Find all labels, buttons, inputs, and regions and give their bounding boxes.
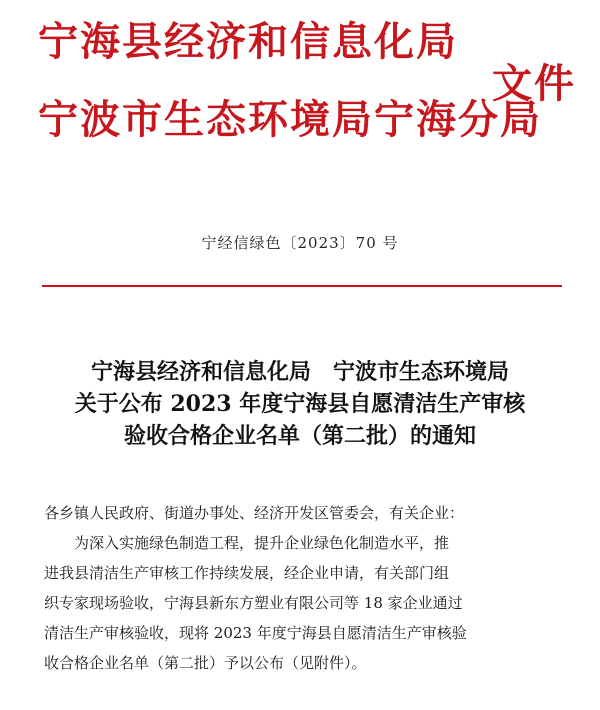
title-line: 关于公布 2023 年度宁海县自愿清洁生产审核 [74, 391, 526, 417]
paragraph-line: 为深入实施绿色制造工程，提升企业绿色化制造水平，推 [74, 534, 450, 552]
document-title [0, 356, 600, 452]
title-line: 验收合格企业名单（第二批）的通知 [123, 423, 476, 449]
title-line: 宁海县经济和信息化局 宁波市生态环境局 [90, 359, 509, 385]
salutation: 各乡镇人民政府、街道办事处、经济开发区管委会，有关企业： [44, 504, 465, 522]
document-body [44, 498, 568, 678]
paragraph-line: 织专家现场验收，宁海县新东方塑业有限公司等 18 家企业通过 [44, 594, 463, 612]
document-number: 宁经信绿色〔2023〕70 号 [201, 234, 399, 252]
paragraph-line: 进我县清洁生产审核工作持续发展，经企业申请，有关部门组 [44, 564, 450, 582]
paragraph-line: 收合格企业名单（第二批）予以公布（见附件）。 [44, 654, 367, 672]
red-divider [42, 285, 562, 287]
issuing-agency-1: 宁海县经济和信息化局 [38, 19, 458, 65]
document-label: 文件 [492, 61, 576, 107]
red-header [0, 0, 600, 170]
paragraph-line: 清洁生产审核验收，现将 2023 年度宁海县自愿清洁生产审核验 [44, 624, 467, 642]
issuing-agency-2: 宁波市生态环境局宁海分局 [38, 97, 542, 143]
